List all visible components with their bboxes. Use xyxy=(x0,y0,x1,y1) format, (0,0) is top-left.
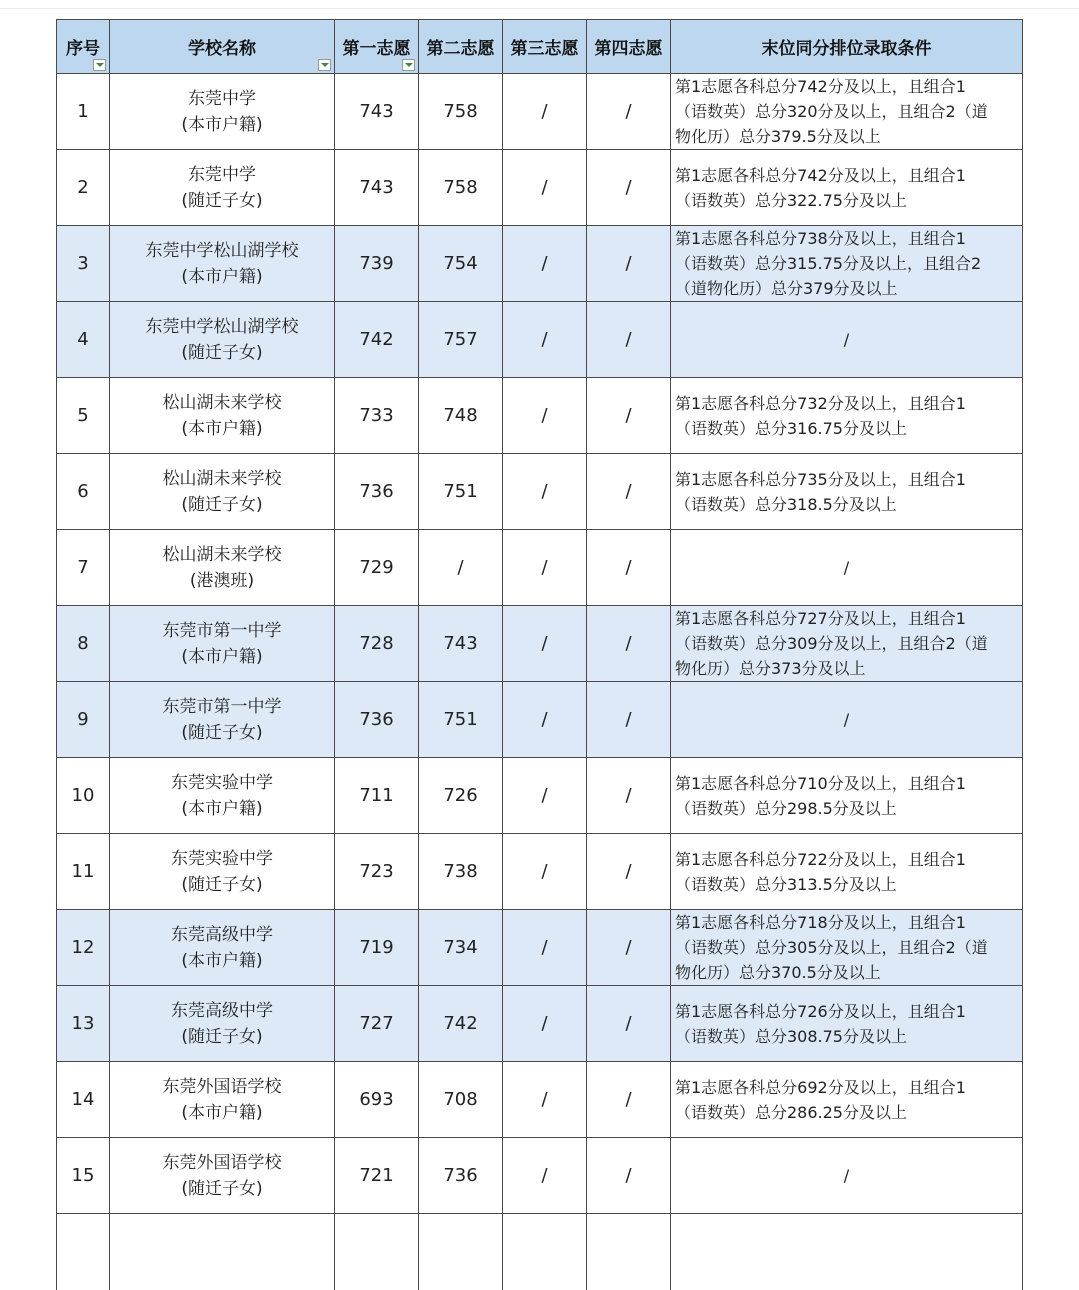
table-row xyxy=(57,74,1023,150)
second-choice-cell[interactable]: 736 xyxy=(419,1138,503,1214)
row-number-cell[interactable]: 10 xyxy=(57,758,110,834)
row-number-cell[interactable]: 14 xyxy=(57,1062,110,1138)
school-name-cell[interactable] xyxy=(110,682,335,758)
first-choice-cell[interactable]: 739 xyxy=(335,226,419,302)
school-category: (本市户籍) xyxy=(181,114,263,135)
row-number-cell[interactable]: 13 xyxy=(57,986,110,1062)
row-number-cell[interactable]: 5 xyxy=(57,378,110,454)
row-number-cell[interactable]: 8 xyxy=(57,606,110,682)
first-choice-cell[interactable]: 723 xyxy=(335,834,419,910)
school-name: 东莞中学 xyxy=(188,164,256,185)
school-name-cell[interactable] xyxy=(110,302,335,378)
school-name: 松山湖未来学校 xyxy=(162,544,282,565)
header-cell-condition[interactable]: 末位同分排位录取条件 xyxy=(671,20,1023,74)
table-row xyxy=(57,910,1023,986)
first-choice-cell[interactable]: 721 xyxy=(335,1138,419,1214)
empty-cell xyxy=(57,1214,110,1290)
fourth-choice-cell[interactable]: / xyxy=(587,986,671,1062)
table-row xyxy=(57,530,1023,606)
first-choice-cell[interactable]: 743 xyxy=(335,74,419,150)
empty-cell xyxy=(587,1214,671,1290)
school-category: (本市户籍) xyxy=(181,1102,263,1123)
school-name: 东莞市第一中学 xyxy=(162,620,282,641)
tiebreak-condition-cell[interactable]: / xyxy=(671,530,1023,606)
school-category: (随迁子女) xyxy=(181,1178,263,1199)
row-number-cell[interactable]: 4 xyxy=(57,302,110,378)
fourth-choice-cell[interactable]: / xyxy=(587,454,671,530)
first-choice-cell[interactable]: 727 xyxy=(335,986,419,1062)
fourth-choice-cell[interactable]: / xyxy=(587,834,671,910)
second-choice-cell[interactable]: / xyxy=(419,530,503,606)
fourth-choice-cell[interactable]: / xyxy=(587,530,671,606)
fourth-choice-cell[interactable]: / xyxy=(587,682,671,758)
first-choice-cell[interactable]: 743 xyxy=(335,150,419,226)
fourth-choice-cell[interactable]: / xyxy=(587,1062,671,1138)
tiebreak-condition-cell[interactable]: 第1志愿各科总分722分及以上，且组合1 （语数英）总分313.5分及以上 xyxy=(671,834,1023,910)
row-number-cell[interactable]: 6 xyxy=(57,454,110,530)
first-choice-cell[interactable]: 736 xyxy=(335,682,419,758)
table-row xyxy=(57,302,1023,378)
table-row xyxy=(57,378,1023,454)
school-category: (随迁子女) xyxy=(181,1026,263,1047)
third-choice-cell[interactable]: / xyxy=(503,302,587,378)
admission-score-table xyxy=(56,19,1023,1290)
school-name: 东莞高级中学 xyxy=(171,924,273,945)
second-choice-cell[interactable]: 751 xyxy=(419,682,503,758)
empty-cell xyxy=(110,1214,335,1290)
table-row xyxy=(57,1138,1023,1214)
school-name-cell[interactable] xyxy=(110,758,335,834)
second-choice-cell[interactable]: 751 xyxy=(419,454,503,530)
second-choice-cell[interactable]: 726 xyxy=(419,758,503,834)
school-category: (随迁子女) xyxy=(181,874,263,895)
third-choice-cell[interactable]: / xyxy=(503,378,587,454)
first-choice-cell[interactable]: 733 xyxy=(335,378,419,454)
header-cell-choice3[interactable]: 第三志愿 xyxy=(503,20,587,74)
third-choice-cell[interactable]: / xyxy=(503,986,587,1062)
first-choice-cell[interactable]: 693 xyxy=(335,1062,419,1138)
school-name: 东莞中学 xyxy=(188,88,256,109)
row-number-cell[interactable]: 7 xyxy=(57,530,110,606)
school-name-cell[interactable] xyxy=(110,606,335,682)
third-choice-cell[interactable]: / xyxy=(503,1062,587,1138)
row-number-cell[interactable]: 2 xyxy=(57,150,110,226)
school-category: (港澳班) xyxy=(189,570,255,591)
school-name: 东莞中学松山湖学校 xyxy=(145,316,299,337)
table-row xyxy=(57,834,1023,910)
third-choice-cell[interactable]: / xyxy=(503,150,587,226)
table-row xyxy=(57,606,1023,682)
header-row xyxy=(57,20,1023,74)
row-number-cell[interactable]: 11 xyxy=(57,834,110,910)
first-choice-cell[interactable]: 742 xyxy=(335,302,419,378)
third-choice-cell[interactable]: / xyxy=(503,530,587,606)
row-number-cell[interactable]: 1 xyxy=(57,74,110,150)
tiebreak-condition-cell[interactable]: 第1志愿各科总分738分及以上，且组合1 （语数英）总分315.75分及以上，且组合2 （道物化历）总分379分及以上 xyxy=(671,226,1023,302)
table-row-partial xyxy=(57,1214,1023,1290)
third-choice-cell[interactable]: / xyxy=(503,910,587,986)
second-choice-cell[interactable]: 758 xyxy=(419,74,503,150)
table-row xyxy=(57,226,1023,302)
empty-cell xyxy=(671,1214,1023,1290)
second-choice-cell[interactable]: 738 xyxy=(419,834,503,910)
filter-dropdown-icon[interactable] xyxy=(402,59,415,71)
header-cell-choice1[interactable]: 第一志愿 xyxy=(335,20,419,74)
school-name-cell[interactable] xyxy=(110,150,335,226)
school-name-cell[interactable] xyxy=(110,1062,335,1138)
third-choice-cell[interactable]: / xyxy=(503,454,587,530)
header-cell-choice2[interactable]: 第二志愿 xyxy=(419,20,503,74)
school-category: (本市户籍) xyxy=(181,418,263,439)
first-choice-cell[interactable]: 711 xyxy=(335,758,419,834)
school-category: (随迁子女) xyxy=(181,722,263,743)
table-row xyxy=(57,150,1023,226)
fourth-choice-cell[interactable]: / xyxy=(587,74,671,150)
third-choice-cell[interactable]: / xyxy=(503,74,587,150)
tiebreak-condition-cell[interactable]: 第1志愿各科总分692分及以上，且组合1 （语数英）总分286.25分及以上 xyxy=(671,1062,1023,1138)
second-choice-cell[interactable]: 734 xyxy=(419,910,503,986)
tiebreak-condition-cell[interactable]: 第1志愿各科总分742分及以上，且组合1 （语数英）总分320分及以上，且组合2（道 物化历）总分379.5分及以上 xyxy=(671,74,1023,150)
tiebreak-condition-cell[interactable]: 第1志愿各科总分710分及以上，且组合1 （语数英）总分298.5分及以上 xyxy=(671,758,1023,834)
school-name: 东莞外国语学校 xyxy=(162,1152,282,1173)
fourth-choice-cell[interactable]: / xyxy=(587,758,671,834)
tiebreak-condition-cell[interactable]: 第1志愿各科总分726分及以上，且组合1 （语数英）总分308.75分及以上 xyxy=(671,986,1023,1062)
third-choice-cell[interactable]: / xyxy=(503,226,587,302)
school-name-cell[interactable] xyxy=(110,378,335,454)
school-name-cell[interactable] xyxy=(110,74,335,150)
school-name-cell[interactable] xyxy=(110,986,335,1062)
first-choice-cell[interactable]: 736 xyxy=(335,454,419,530)
table-row xyxy=(57,682,1023,758)
header-cell-no[interactable]: 序号 xyxy=(57,20,110,74)
school-category: (随迁子女) xyxy=(181,494,263,515)
school-name-cell[interactable] xyxy=(110,530,335,606)
table-row xyxy=(57,758,1023,834)
school-category: (随迁子女) xyxy=(181,342,263,363)
empty-cell xyxy=(503,1214,587,1290)
fourth-choice-cell[interactable]: / xyxy=(587,378,671,454)
school-name-cell[interactable] xyxy=(110,910,335,986)
fourth-choice-cell[interactable]: / xyxy=(587,1138,671,1214)
table-body xyxy=(57,74,1023,1290)
school-category: (本市户籍) xyxy=(181,798,263,819)
tiebreak-condition-cell[interactable]: 第1志愿各科总分727分及以上，且组合1 （语数英）总分309分及以上，且组合2（道 物化历）总分373分及以上 xyxy=(671,606,1023,682)
row-number-cell[interactable]: 9 xyxy=(57,682,110,758)
school-name: 东莞中学松山湖学校 xyxy=(145,240,299,261)
fourth-choice-cell[interactable]: / xyxy=(587,150,671,226)
school-name-cell[interactable] xyxy=(110,226,335,302)
school-name: 松山湖未来学校 xyxy=(162,392,282,413)
school-name: 东莞实验中学 xyxy=(171,772,273,793)
school-name: 松山湖未来学校 xyxy=(162,468,282,489)
school-category: (随迁子女) xyxy=(181,190,263,211)
tiebreak-condition-cell[interactable]: 第1志愿各科总分732分及以上，且组合1 （语数英）总分316.75分及以上 xyxy=(671,378,1023,454)
school-name-cell[interactable] xyxy=(110,1138,335,1214)
first-choice-cell[interactable]: 729 xyxy=(335,530,419,606)
third-choice-cell[interactable]: / xyxy=(503,606,587,682)
row-number-cell[interactable]: 12 xyxy=(57,910,110,986)
filter-dropdown-icon[interactable] xyxy=(93,59,106,71)
second-choice-cell[interactable]: 757 xyxy=(419,302,503,378)
row-number-cell[interactable]: 3 xyxy=(57,226,110,302)
school-category: (本市户籍) xyxy=(181,950,263,971)
second-choice-cell[interactable]: 758 xyxy=(419,150,503,226)
tiebreak-condition-cell[interactable]: / xyxy=(671,1138,1023,1214)
header-cell-school[interactable]: 学校名称 xyxy=(110,20,335,74)
first-choice-cell[interactable]: 719 xyxy=(335,910,419,986)
second-choice-cell[interactable]: 708 xyxy=(419,1062,503,1138)
table-row xyxy=(57,986,1023,1062)
third-choice-cell[interactable]: / xyxy=(503,682,587,758)
table-row xyxy=(57,1062,1023,1138)
school-name: 东莞实验中学 xyxy=(171,848,273,869)
table-row xyxy=(57,454,1023,530)
third-choice-cell[interactable]: / xyxy=(503,834,587,910)
second-choice-cell[interactable]: 742 xyxy=(419,986,503,1062)
second-choice-cell[interactable]: 743 xyxy=(419,606,503,682)
filter-dropdown-icon[interactable] xyxy=(318,59,331,71)
second-choice-cell[interactable]: 754 xyxy=(419,226,503,302)
tiebreak-condition-cell[interactable]: / xyxy=(671,682,1023,758)
tiebreak-condition-cell[interactable]: 第1志愿各科总分718分及以上，且组合1 （语数英）总分305分及以上，且组合2（道 物化历）总分370.5分及以上 xyxy=(671,910,1023,986)
school-category: (本市户籍) xyxy=(181,266,263,287)
first-choice-cell[interactable]: 728 xyxy=(335,606,419,682)
school-name: 东莞外国语学校 xyxy=(162,1076,282,1097)
fourth-choice-cell[interactable]: / xyxy=(587,910,671,986)
row-number-cell[interactable]: 15 xyxy=(57,1138,110,1214)
school-name-cell[interactable] xyxy=(110,454,335,530)
third-choice-cell[interactable]: / xyxy=(503,758,587,834)
fourth-choice-cell[interactable]: / xyxy=(587,606,671,682)
school-category: (本市户籍) xyxy=(181,646,263,667)
school-name: 东莞市第一中学 xyxy=(162,696,282,717)
tiebreak-condition-cell[interactable]: / xyxy=(671,302,1023,378)
third-choice-cell[interactable]: / xyxy=(503,1138,587,1214)
fourth-choice-cell[interactable]: / xyxy=(587,226,671,302)
empty-cell xyxy=(335,1214,419,1290)
empty-cell xyxy=(419,1214,503,1290)
top-divider xyxy=(0,8,1079,9)
second-choice-cell[interactable]: 748 xyxy=(419,378,503,454)
tiebreak-condition-cell[interactable]: 第1志愿各科总分735分及以上，且组合1 （语数英）总分318.5分及以上 xyxy=(671,454,1023,530)
header-cell-choice4[interactable]: 第四志愿 xyxy=(587,20,671,74)
fourth-choice-cell[interactable]: / xyxy=(587,302,671,378)
school-name: 东莞高级中学 xyxy=(171,1000,273,1021)
tiebreak-condition-cell[interactable]: 第1志愿各科总分742分及以上，且组合1 （语数英）总分322.75分及以上 xyxy=(671,150,1023,226)
school-name-cell[interactable] xyxy=(110,834,335,910)
